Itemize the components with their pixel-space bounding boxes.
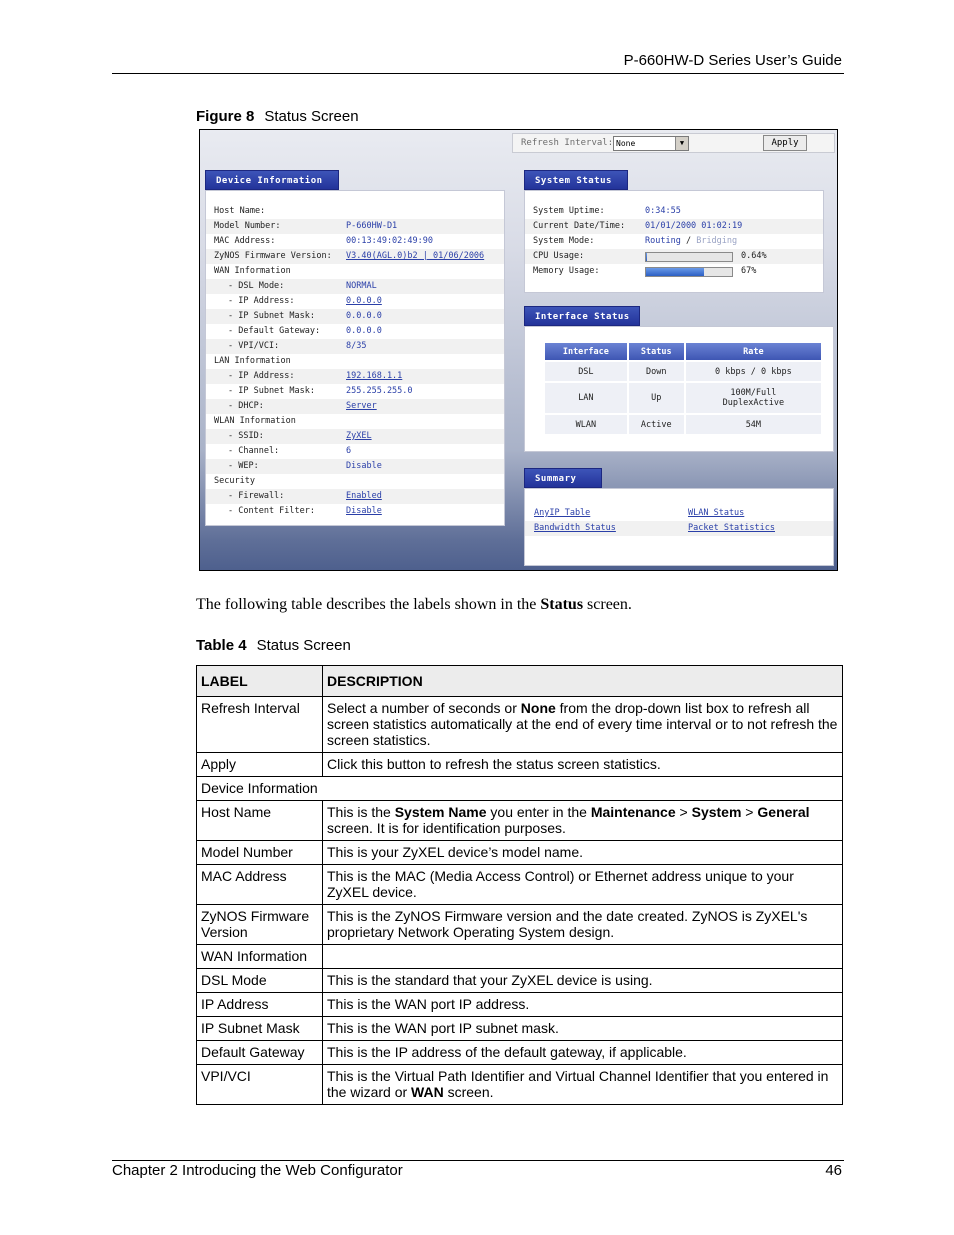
description-emphasis: Maintenance (590, 804, 676, 820)
description-emphasis: System (691, 804, 742, 820)
description-emphasis: System Name (394, 804, 487, 820)
device-info-value: Disable (346, 461, 382, 471)
table-row (197, 969, 843, 993)
row-description (323, 841, 843, 865)
table-row (197, 801, 843, 841)
refresh-toolbar (512, 133, 835, 153)
interface-dsl: DSL (544, 361, 628, 382)
table-row (197, 993, 843, 1017)
mode-routing: Routing (645, 236, 681, 246)
list-item (206, 459, 504, 474)
description-text: This is the MAC (Media Access Control) or Ethernet address unique to your ZyXEL device. (327, 868, 794, 900)
device-info-value[interactable]: ZyXEL (346, 431, 372, 441)
description-text: This is the (327, 804, 395, 820)
mode-bridging: Bridging (696, 236, 738, 246)
row-label: Refresh Interval (197, 697, 323, 753)
table-header-row (197, 666, 843, 697)
figure-caption (196, 108, 359, 125)
table-row (197, 905, 843, 945)
summary-panel (524, 488, 834, 566)
table-row (197, 865, 843, 905)
table-row (197, 777, 843, 801)
cpu-usage-row (525, 249, 823, 264)
tab-device-information: Device Information (205, 170, 339, 190)
list-item (206, 339, 504, 354)
description-text: > (675, 804, 692, 820)
list-item (206, 294, 504, 309)
interface-header: Interface (544, 342, 628, 361)
status-header: Status (628, 342, 685, 361)
rate-header: Rate (685, 342, 822, 361)
device-info-label: - IP Address: (228, 371, 295, 381)
tab-system-status: System Status (524, 170, 628, 190)
memory-usage-value: 67% (741, 266, 757, 276)
interface-status-table (543, 341, 823, 436)
device-info-value[interactable]: Enabled (346, 491, 382, 501)
list-item (206, 429, 504, 444)
device-info-label: - SSID: (228, 431, 264, 441)
refresh-interval-select[interactable] (613, 136, 689, 151)
device-info-label: - Default Gateway: (228, 326, 321, 336)
list-item (206, 474, 504, 489)
table-row (197, 697, 843, 753)
intro-before: The following table describes the labels shown in the (196, 596, 541, 613)
device-info-label: ZyNOS Firmware Version: (214, 251, 332, 261)
guide-title: P-660HW-D Series User’s Guide (623, 52, 842, 69)
description-text: This is the WAN port IP subnet mask. (327, 1020, 559, 1036)
row-description (323, 753, 843, 777)
description-emphasis: WAN (411, 1084, 444, 1100)
row-description (323, 1017, 843, 1041)
device-info-value: 0.0.0.0 (346, 326, 382, 336)
list-item (206, 414, 504, 429)
row-description (323, 1065, 843, 1105)
current-datetime-row (525, 219, 823, 234)
list-item (206, 249, 504, 264)
device-info-label: WAN Information (214, 266, 291, 276)
table-body (197, 697, 843, 1105)
system-uptime-value: 0:34:55 (645, 206, 681, 216)
cpu-usage-label: CPU Usage: (533, 251, 585, 261)
interface-lan: LAN (544, 382, 628, 414)
row-description (323, 801, 843, 841)
device-info-label: - Channel: (228, 446, 280, 456)
table-number: Table 4 (196, 637, 247, 654)
row-label: IP Subnet Mask (197, 1017, 323, 1041)
row-label: MAC Address (197, 865, 323, 905)
list-item (206, 504, 504, 519)
table-row (197, 1041, 843, 1065)
description-text: This is the WAN port IP address. (327, 996, 530, 1012)
table-row (197, 753, 843, 777)
device-info-value[interactable]: Disable (346, 506, 382, 516)
figure-number: Figure 8 (196, 108, 255, 125)
row-label: DSL Mode (197, 969, 323, 993)
row-label: VPI/VCI (197, 1065, 323, 1105)
refresh-interval-value: None (616, 139, 636, 148)
row-label: ZyNOS Firmware Version (197, 905, 323, 945)
packet-statistics-link[interactable]: Packet Statistics (688, 523, 775, 533)
device-info-value: 8/35 (346, 341, 367, 351)
row-label: Model Number (197, 841, 323, 865)
device-info-value: NORMAL (346, 281, 377, 291)
tab-summary: Summary (524, 468, 602, 488)
table-title: Status Screen (256, 637, 351, 654)
footer-rule (112, 1160, 844, 1161)
device-info-label: - Firewall: (228, 491, 285, 501)
memory-usage-bar (645, 267, 733, 277)
row-description (323, 945, 843, 969)
status-dsl: Down (628, 361, 685, 382)
current-datetime-label: Current Date/Time: (533, 221, 626, 231)
device-info-label: Model Number: (214, 221, 281, 231)
table-caption (196, 637, 351, 654)
device-info-value: 6 (346, 446, 352, 456)
label-header: LABEL (197, 666, 323, 697)
rate-wlan: 54M (685, 414, 822, 435)
table-row (197, 1065, 843, 1105)
chapter-title: Chapter 2 Introducing the Web Configurator (112, 1162, 403, 1179)
description-header: DESCRIPTION (323, 666, 843, 697)
row-label: Apply (197, 753, 323, 777)
interface-header-row (544, 342, 822, 361)
system-uptime-label: System Uptime: (533, 206, 605, 216)
device-info-label: - WEP: (228, 461, 259, 471)
anyip-table-link[interactable]: AnyIP Table (534, 508, 591, 518)
row-description (323, 865, 843, 905)
device-info-label: - IP Subnet Mask: (228, 386, 315, 396)
rate-lan-line2: DuplexActive (722, 398, 785, 408)
device-info-label: - Content Filter: (228, 506, 315, 516)
description-text: This is your ZyXEL device’s model name. (327, 844, 583, 860)
device-info-value: 00:13:49:02:49:90 (346, 236, 433, 246)
description-text: Select a number of seconds or (327, 700, 521, 716)
interface-status-panel (524, 326, 834, 452)
row-description (323, 993, 843, 1017)
wlan-status-link[interactable]: WLAN Status (688, 508, 745, 518)
list-item (206, 444, 504, 459)
list-item (206, 204, 504, 219)
row-label: IP Address (197, 993, 323, 1017)
description-text: screen. It is for identification purposes. (327, 820, 566, 836)
table-row (544, 361, 822, 382)
device-info-label: - DSL Mode: (228, 281, 285, 291)
row-description (323, 1041, 843, 1065)
interface-wlan: WLAN (544, 414, 628, 435)
status-screen-screenshot (199, 129, 838, 571)
cpu-usage-fill (646, 253, 647, 261)
row-description (323, 697, 843, 753)
table-row (197, 1017, 843, 1041)
chevron-down-icon: ▼ (675, 137, 688, 150)
table-row (544, 414, 822, 435)
row-label: WAN Information (197, 945, 323, 969)
device-info-value[interactable]: 0.0.0.0 (346, 296, 382, 306)
device-info-value: 255.255.255.0 (346, 386, 413, 396)
system-mode-row (525, 234, 823, 249)
rate-dsl: 0 kbps / 0 kbps (685, 361, 822, 382)
description-text: screen. (443, 1084, 494, 1100)
system-uptime-row (525, 204, 823, 219)
device-info-label: Host Name: (214, 206, 266, 216)
system-mode-label: System Mode: (533, 236, 595, 246)
memory-usage-label: Memory Usage: (533, 266, 600, 276)
list-item (206, 384, 504, 399)
status-description-table (196, 665, 843, 1105)
current-datetime-value: 01/01/2000 01:02:19 (645, 221, 743, 231)
device-info-label: Security (214, 476, 255, 486)
apply-button[interactable]: Apply (763, 135, 807, 151)
intro-paragraph (196, 596, 632, 614)
bandwidth-status-link[interactable]: Bandwidth Status (534, 523, 616, 533)
list-item (206, 399, 504, 414)
memory-usage-fill (646, 268, 704, 276)
list-item (206, 279, 504, 294)
device-info-label: WLAN Information (214, 416, 296, 426)
device-info-value[interactable]: 192.168.1.1 (346, 371, 403, 381)
list-item (206, 234, 504, 249)
description-text: This is the IP address of the default gateway, if applicable. (327, 1044, 687, 1060)
device-info-label: - IP Address: (228, 296, 295, 306)
description-text: This is the standard that your ZyXEL device is using. (327, 972, 653, 988)
device-information-panel (205, 190, 505, 526)
description-emphasis: General (757, 804, 810, 820)
device-info-label: - DHCP: (228, 401, 264, 411)
system-status-panel (524, 190, 824, 293)
description-text: This is the Virtual Path Identifier and Virtual Channel Identifier that you entered in the wizard or (327, 1068, 829, 1100)
tab-interface-status: Interface Status (524, 306, 640, 326)
row-description (323, 969, 843, 993)
description-text: from the drop-down list box to refresh all screen statistics automatically at the end of every time interval or to not refresh the screen statistics. (327, 700, 838, 748)
list-item (206, 219, 504, 234)
list-item (206, 489, 504, 504)
device-info-label: - VPI/VCI: (228, 341, 280, 351)
row-label: Host Name (197, 801, 323, 841)
device-info-value: 0.0.0.0 (346, 311, 382, 321)
system-mode-value (645, 234, 737, 249)
list-item (206, 369, 504, 384)
list-item (206, 354, 504, 369)
row-description (323, 905, 843, 945)
table-row (544, 382, 822, 414)
status-lan: Up (628, 382, 685, 414)
row-label: Default Gateway (197, 1041, 323, 1065)
rate-lan (685, 382, 822, 414)
cpu-usage-value: 0.64% (741, 251, 767, 261)
device-info-label: LAN Information (214, 356, 291, 366)
rate-lan-line1: 100M/Full (730, 388, 777, 398)
list-item (206, 324, 504, 339)
description-text: Click this button to refresh the status screen statistics. (327, 756, 661, 772)
description-text: This is the ZyNOS Firmware version and the date created. ZyNOS is ZyXEL's proprietary Network Operating System design. (327, 908, 808, 940)
figure-title: Status Screen (264, 108, 359, 125)
device-info-value[interactable]: Server (346, 401, 377, 411)
device-info-label: MAC Address: (214, 236, 276, 246)
status-wlan: Active (628, 414, 685, 435)
intro-after: screen. (583, 596, 632, 613)
memory-usage-row (525, 264, 823, 279)
list-item (206, 309, 504, 324)
device-info-value: P-660HW-D1 (346, 221, 398, 231)
description-text: you enter in the (486, 804, 591, 820)
list-item (206, 264, 504, 279)
refresh-interval-label: Refresh Interval: (521, 138, 614, 148)
description-emphasis: None (520, 700, 556, 716)
row-label: Device Information (197, 777, 843, 801)
device-info-label: - IP Subnet Mask: (228, 311, 315, 321)
header-rule (112, 73, 844, 74)
device-info-value[interactable]: V3.40(AGL.0)b2 | 01/06/2006 (346, 251, 485, 261)
intro-bold: Status (540, 596, 584, 613)
cpu-usage-bar (645, 252, 733, 262)
mode-separator: / (685, 236, 692, 246)
table-row (197, 945, 843, 969)
description-text: > (741, 804, 758, 820)
table-row (197, 841, 843, 865)
page-number: 46 (825, 1162, 842, 1179)
